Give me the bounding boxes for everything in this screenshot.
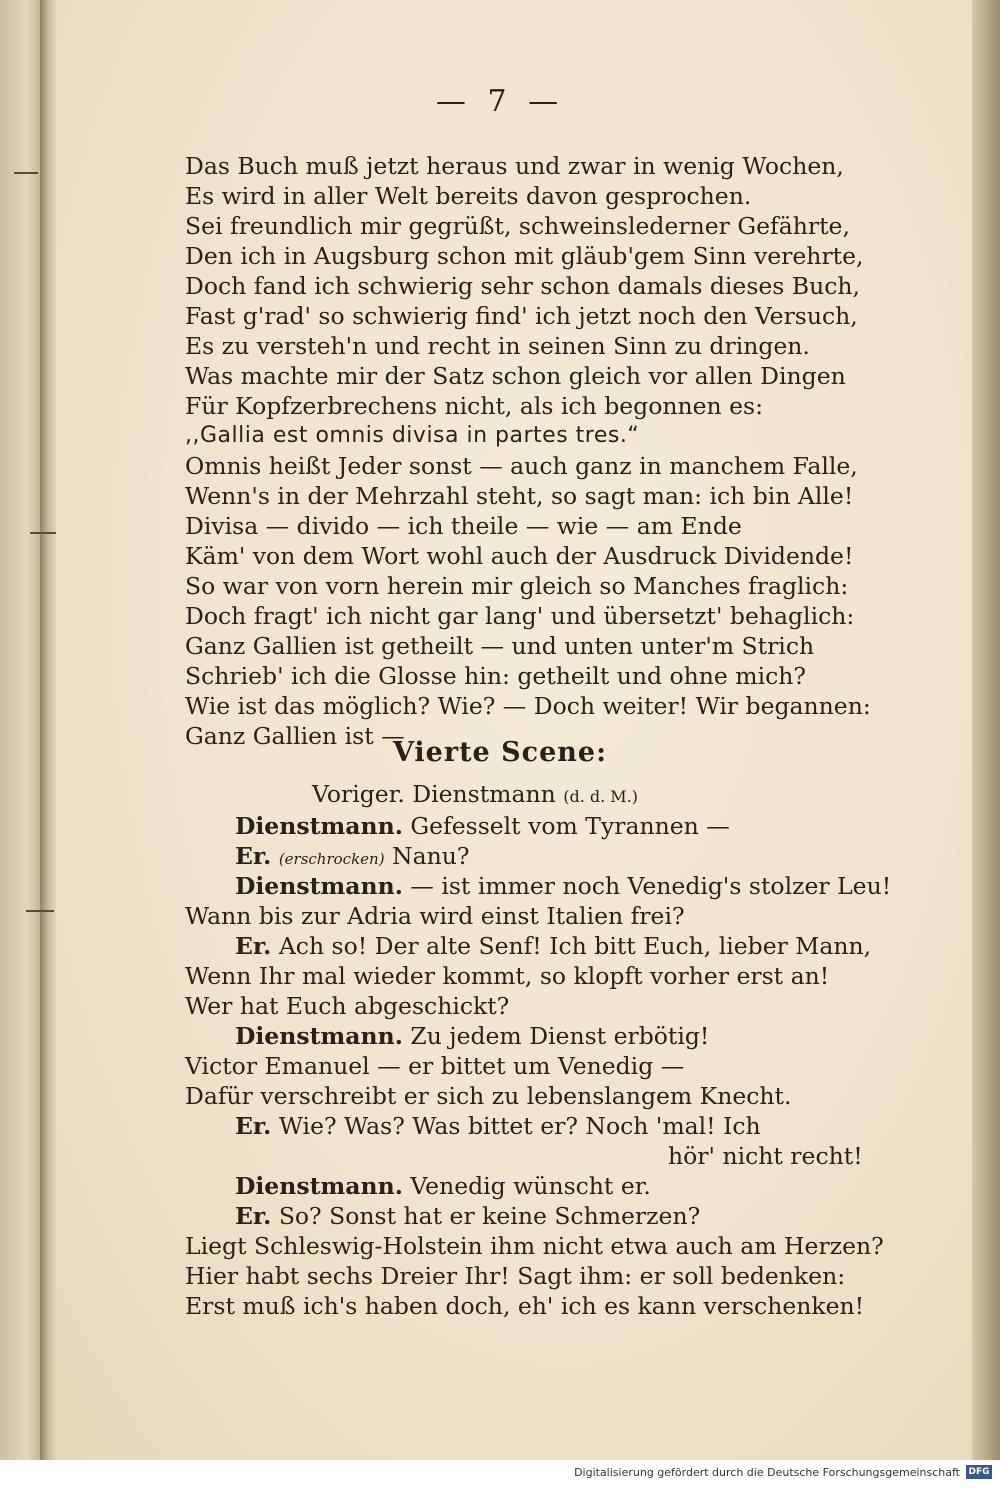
verse-line: Doch fand ich schwierig sehr schon damals dieses Buch, <box>185 272 860 300</box>
dialogue-line <box>235 811 730 841</box>
cast-list <box>312 779 638 812</box>
dialogue-line <box>235 841 470 874</box>
speech-text: Gefesselt vom Tyrannen — <box>410 812 730 840</box>
speech-text: — ist immer noch Venedig's stolzer Leu! <box>410 872 892 900</box>
verse-line: Das Buch muß jetzt heraus und zwar in wenig Wochen, <box>185 152 844 180</box>
dialogue-line <box>235 1171 651 1201</box>
cast-voriger: Voriger. <box>312 780 405 808</box>
verse-line: Für Kopfzerbrechens nicht, als ich begonnen es: <box>185 392 764 420</box>
speech-continuation: Dafür verschreibt er sich zu lebenslangem Knecht. <box>185 1082 792 1110</box>
stage-direction: (erschrocken) <box>278 850 385 868</box>
verse-line: Schrieb' ich die Glosse hin: getheilt und ohne mich? <box>185 662 807 690</box>
speaker-name: Dienstmann. <box>235 1022 403 1050</box>
speech-continuation: Erst muß ich's haben doch, eh' ich es kann verschenken! <box>185 1292 865 1320</box>
dialogue-line <box>235 871 891 901</box>
speech-continuation: Hier habt sechs Dreier Ihr! Sagt ihm: er soll bedenken: <box>185 1262 846 1290</box>
speech-continuation: Victor Emanuel — er bittet um Venedig — <box>185 1052 685 1080</box>
speaker-name: Dienstmann. <box>235 812 403 840</box>
dialogue-line <box>235 1201 700 1231</box>
speech-continuation: Wer hat Euch abgeschickt? <box>185 992 510 1020</box>
speech-continuation: Wann bis zur Adria wird einst Italien frei? <box>185 902 685 930</box>
verse-line: Es wird in aller Welt bereits davon gesprochen. <box>185 182 752 210</box>
speaker-name: Er. <box>235 1202 272 1230</box>
verse-line: Ganz Gallien ist — <box>185 722 405 750</box>
speaker-name: Dienstmann. <box>235 872 403 900</box>
verse-line: Omnis heißt Jeder sonst — auch ganz in manchem Falle, <box>185 452 858 480</box>
speaker-name: Dienstmann. <box>235 1172 403 1200</box>
verse-line: Ganz Gallien ist getheilt — und unten unter'm Strich <box>185 632 815 660</box>
edge-mark <box>30 532 58 534</box>
dialogue-line <box>235 1111 761 1141</box>
verse-line: Den ich in Augsburg schon mit gläub'gem Sinn verehrte, <box>185 242 864 270</box>
page-number: — 7 — <box>435 84 565 119</box>
page-right-edge <box>972 0 1000 1460</box>
scene-title: Vierte Scene: <box>392 737 608 768</box>
speech-text: Wie? Was? Was bittet er? Noch 'mal! Ich <box>278 1112 761 1140</box>
verse-line: Sei freundlich mir gegrüßt, schweinslederner Gefährte, <box>185 212 850 240</box>
edge-mark <box>26 910 54 912</box>
speech-continuation: hör' nicht recht! <box>668 1142 863 1170</box>
dialogue-line <box>235 1021 709 1051</box>
speech-text: So? Sonst hat er keine Schmerzen? <box>278 1202 701 1230</box>
speech-continuation: Wenn Ihr mal wieder kommt, so klopft vorher erst an! <box>185 962 830 990</box>
edge-mark <box>14 172 38 174</box>
speech-text: Venedig wünscht er. <box>410 1172 651 1200</box>
speech-text: Ach so! Der alte Senf! Ich bitt Euch, lieber Mann, <box>278 932 872 960</box>
digitization-credit: Digitalisierung gefördert durch die Deutsche Forschungsgemeinschaft <box>574 1466 960 1479</box>
verse-line: Wenn's in der Mehrzahl steht, so sagt man: ich bin Alle! <box>185 482 854 510</box>
verse-line: Käm' von dem Wort wohl auch der Ausdruck Dividende! <box>185 542 854 570</box>
cast-dienstmann: Dienstmann <box>412 780 556 808</box>
verse-line: Wie ist das möglich? Wie? — Doch weiter! Wir begannen: <box>185 692 871 720</box>
cast-note: (d. d. M.) <box>563 787 639 806</box>
verse-line: Was machte mir der Satz schon gleich vor allen Dingen <box>185 362 846 390</box>
speaker-name: Er. <box>235 842 272 870</box>
verse-line: Divisa — divido — ich theile — wie — am Ende <box>185 512 742 540</box>
verse-line: Doch fragt' ich nicht gar lang' und übersetzt' behaglich: <box>185 602 855 630</box>
dfg-logo: DFG <box>966 1465 992 1479</box>
speech-text: Zu jedem Dienst erbötig! <box>410 1022 710 1050</box>
verse-line: Es zu versteh'n und recht in seinen Sinn zu dringen. <box>185 332 810 360</box>
verse-line: Fast g'rad' so schwierig find' ich jetzt noch den Versuch, <box>185 302 858 330</box>
verse-line-latin: ,,Gallia est omnis divisa in partes tres.“ <box>185 423 640 448</box>
dialogue-line <box>235 931 871 961</box>
speaker-name: Er. <box>235 1112 272 1140</box>
verse-line: So war von vorn herein mir gleich so Manches fraglich: <box>185 572 849 600</box>
speech-continuation: Liegt Schleswig-Holstein ihm nicht etwa auch am Herzen? <box>185 1232 884 1260</box>
speaker-name: Er. <box>235 932 272 960</box>
speech-text: Nanu? <box>392 842 470 870</box>
